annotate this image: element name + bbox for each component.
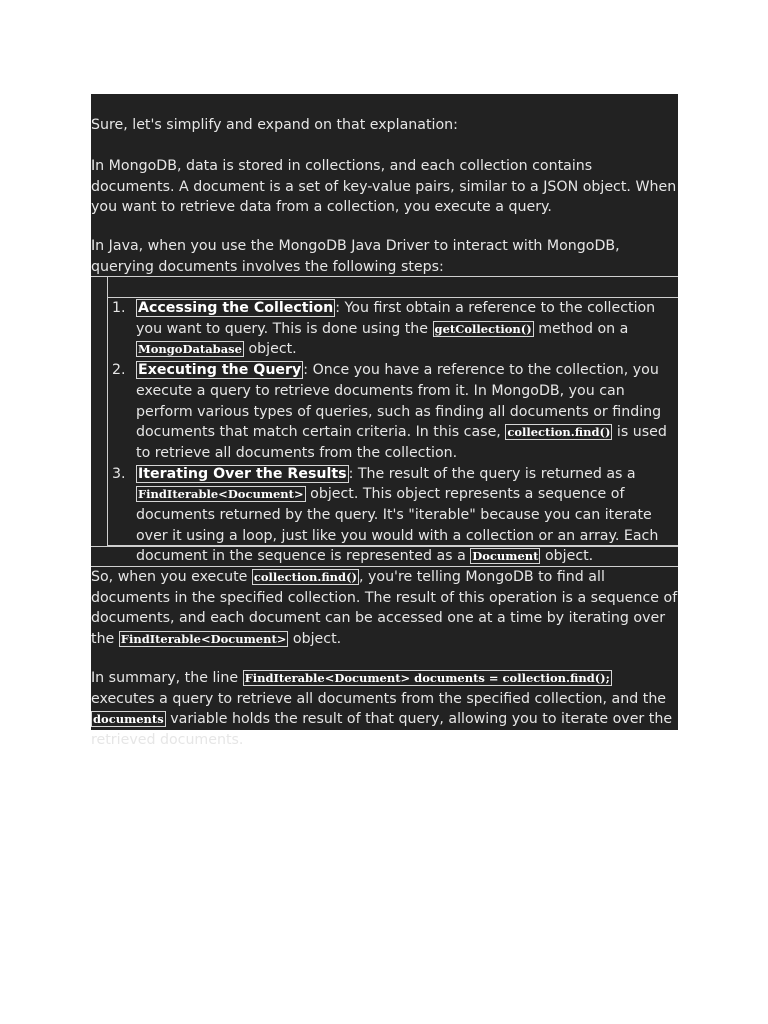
list-item — [91, 298, 678, 360]
intro-paragraph: Sure, let's simplify and expand on that explanation: — [91, 117, 458, 133]
step-text: is used to retrieve all documents from the collection. — [136, 424, 667, 461]
inline-code: collection.find() — [507, 425, 611, 440]
step-label: Iterating Over the Results — [138, 465, 347, 482]
step-text: object. This object represents a sequence of documents returned by the query. It's "iterable" because you can iterate over it using a loop, just like you would with a collection or an array. Each document in the sequence is represented as a — [136, 486, 659, 565]
step-text: : Once you have a reference to the collection, you execute a query to retrieve documents from it. In MongoDB, you can perform various types of queries, such as finding all documents or finding documents that match certain criteria. In this case, — [136, 362, 662, 441]
inline-code: MongoDatabase — [138, 342, 242, 357]
inline-code: collection.find() — [253, 570, 357, 584]
list-item — [91, 464, 678, 568]
paragraph-text: In summary, the line — [91, 670, 243, 686]
step-text: object. — [243, 341, 297, 358]
divider — [91, 276, 678, 277]
paragraph-text: So, when you execute — [91, 569, 252, 585]
step-text: : You first obtain a reference to the collection you want to query. This is done using the — [136, 300, 656, 337]
inline-code: FindIterable<Document> — [120, 632, 287, 647]
inline-code: documents — [93, 712, 164, 727]
list-number: 1. — [112, 300, 126, 316]
step-label: Accessing the Collection — [138, 300, 334, 316]
step-text: : The result of the query is returned as a — [348, 465, 636, 482]
step-text: object. — [540, 548, 594, 565]
document-panel — [91, 94, 678, 749]
steps-list — [91, 298, 678, 567]
list-number: 2. — [112, 362, 126, 379]
paragraph-text: executes a query to retrieve all documents from the specified collection, and the — [91, 690, 667, 707]
step-label: Executing the Query — [138, 362, 302, 379]
inline-code: FindIterable<Document> documents = collection.find(); — [244, 671, 610, 685]
inline-code: getCollection() — [434, 321, 532, 336]
paragraph-text: , you're telling MongoDB to find all documents in the specified collection. The result of this operation is a sequence of documents, and each document can be accessed one at a time by iterating over the — [91, 569, 678, 648]
inline-code: Document — [472, 549, 539, 564]
list-number: 3. — [112, 465, 126, 482]
java-paragraph: In Java, when you use the MongoDB Java Driver to interact with MongoDB, querying documents involves the following steps: — [91, 238, 620, 275]
list-item — [91, 360, 678, 464]
summary-paragraph — [91, 668, 678, 751]
inline-code: FindIterable<Document> — [138, 487, 304, 502]
divider — [91, 546, 678, 547]
step-text: method on a — [533, 320, 629, 337]
so-paragraph — [91, 567, 678, 650]
paragraph-text: object. — [288, 631, 342, 648]
paragraph-text: variable holds the result of that query, allowing you to iterate over the retrieved documents. — [91, 711, 673, 749]
mongodb-paragraph: In MongoDB, data is stored in collections, and each collection contains documents. A document is a set of key-value pairs, similar to a JSON object. When you want to retrieve data from a collection, you execute a query. — [91, 158, 677, 216]
